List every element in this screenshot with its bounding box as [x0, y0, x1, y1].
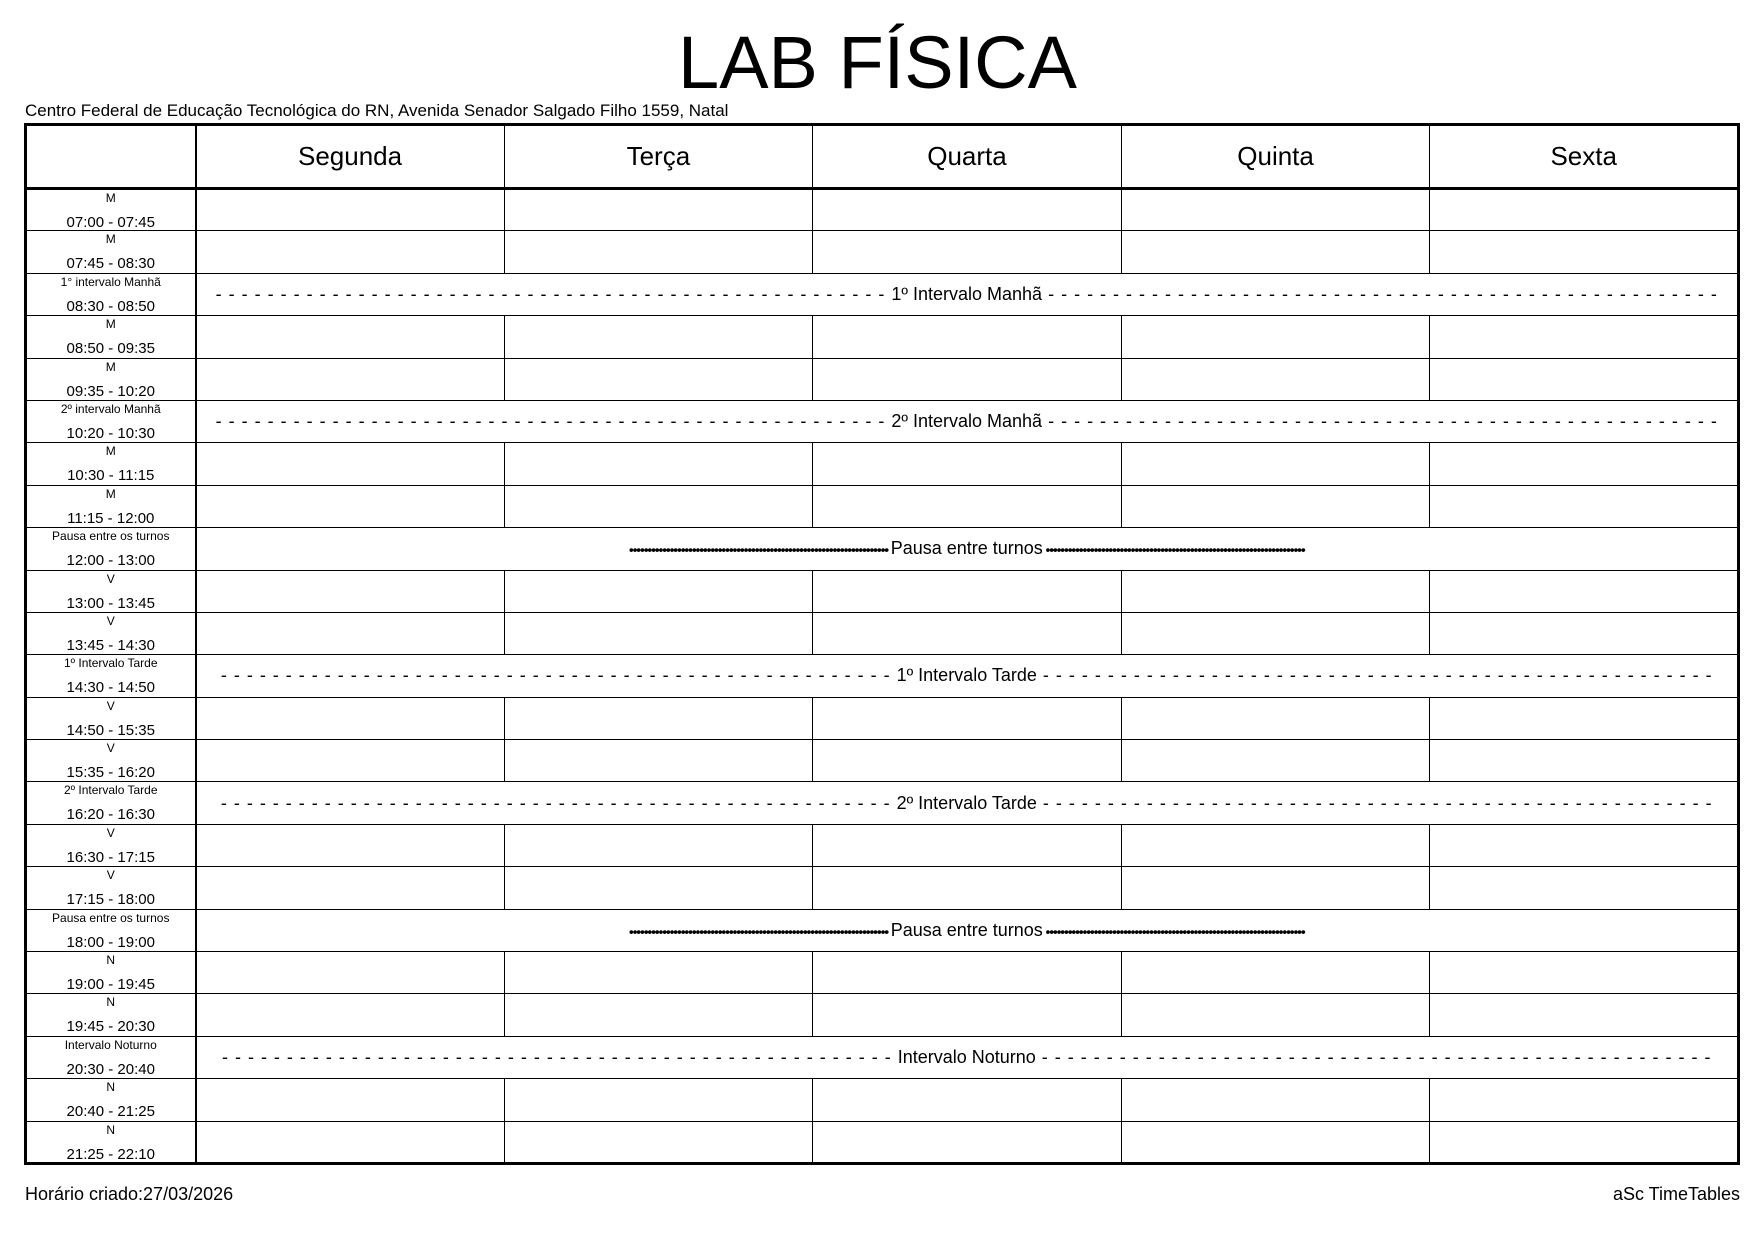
lesson-slot[interactable] — [813, 443, 1122, 485]
period-row — [26, 570, 1739, 612]
period-row — [26, 612, 1739, 654]
lesson-slot[interactable] — [813, 952, 1122, 994]
lesson-slot[interactable] — [196, 485, 505, 527]
period-label: V — [106, 698, 115, 713]
period-time-range: 07:00 - 07:45 — [66, 214, 155, 231]
lesson-slot[interactable] — [813, 612, 1122, 654]
lesson-slot[interactable] — [1121, 824, 1430, 866]
period-time-cell — [26, 443, 196, 485]
lesson-slot[interactable] — [1121, 1079, 1430, 1121]
lesson-slot[interactable] — [1121, 867, 1430, 909]
lesson-slot[interactable] — [196, 443, 505, 485]
period-time-cell — [26, 1121, 196, 1163]
break-leader-right: •••••••••••••••••••••••••••••••••••••••••••••••••••••••••••••••••••••• — [1042, 541, 1305, 558]
lesson-slot[interactable] — [504, 697, 813, 739]
period-time-range: 13:45 - 14:30 — [66, 636, 155, 654]
lesson-slot[interactable] — [504, 1079, 813, 1121]
break-banner — [196, 273, 1739, 315]
period-label: M — [105, 359, 116, 374]
period-row — [26, 443, 1739, 485]
lesson-slot[interactable] — [504, 994, 813, 1036]
lesson-slot[interactable] — [1430, 189, 1739, 231]
period-time-range: 17:15 - 18:00 — [66, 891, 155, 909]
period-row — [26, 867, 1739, 909]
period-time-cell — [26, 273, 196, 315]
period-label: V — [106, 613, 115, 628]
lesson-slot[interactable] — [1121, 612, 1430, 654]
page-title: LAB FÍSICA — [678, 21, 1077, 104]
period-row — [26, 824, 1739, 866]
lesson-slot[interactable] — [196, 570, 505, 612]
period-label: V — [106, 825, 115, 840]
break-leader-left: - - - - - - - - - - - - - - - - - - - - - - - - - - - - - - - - - - - - - - - - - - - - - - - - - - - - — [215, 283, 892, 304]
period-time-range: 14:50 - 15:35 — [66, 721, 155, 739]
period-row — [26, 697, 1739, 739]
lesson-slot[interactable] — [1430, 952, 1739, 994]
lesson-slot[interactable] — [196, 867, 505, 909]
lesson-slot[interactable] — [813, 1121, 1122, 1163]
period-label: N — [106, 1122, 116, 1137]
period-time-range: 10:20 - 10:30 — [66, 424, 155, 442]
period-time-range: 19:45 - 20:30 — [66, 1018, 155, 1036]
period-time-cell — [26, 1079, 196, 1121]
lesson-slot[interactable] — [196, 697, 505, 739]
period-time-cell — [26, 316, 196, 358]
period-label: N — [106, 995, 116, 1010]
period-time-range: 13:00 - 13:45 — [66, 594, 155, 612]
lesson-slot[interactable] — [504, 1121, 813, 1163]
created-date: Horário criado:27/03/2026 — [25, 1184, 234, 1204]
lesson-slot[interactable] — [504, 358, 813, 400]
period-time-range: 19:00 - 19:45 — [66, 976, 155, 994]
break-label: 1º Intervalo Manhã — [891, 283, 1043, 304]
lesson-slot[interactable] — [1430, 867, 1739, 909]
period-time-range: 16:20 - 16:30 — [66, 806, 155, 824]
timetable-grid — [24, 123, 1740, 1165]
period-time-cell — [26, 358, 196, 400]
lesson-slot[interactable] — [813, 1079, 1122, 1121]
period-label: M — [105, 444, 116, 459]
break-leader-left: •••••••••••••••••••••••••••••••••••••••••••••••••••••••••••••••••••••• — [628, 541, 891, 558]
period-label: V — [106, 868, 115, 883]
period-time-cell — [26, 189, 196, 231]
lesson-slot[interactable] — [1121, 994, 1430, 1036]
break-leader-right: - - - - - - - - - - - - - - - - - - - - - - - - - - - - - - - - - - - - - - - - - - - - - - - - - - - - — [1042, 411, 1718, 432]
period-label: V — [106, 741, 115, 756]
period-time-cell — [26, 231, 196, 273]
break-label: Pausa entre turnos — [890, 919, 1043, 940]
lesson-slot[interactable] — [196, 1121, 505, 1163]
lesson-slot[interactable] — [1430, 1121, 1739, 1163]
software-credit: aSc TimeTables — [1612, 1184, 1740, 1204]
break-label: Pausa entre turnos — [890, 538, 1043, 559]
lesson-slot[interactable] — [504, 443, 813, 485]
break-leader-right: - - - - - - - - - - - - - - - - - - - - - - - - - - - - - - - - - - - - - - - - - - - - - - - - - - - - — [1042, 283, 1718, 304]
break-banner — [196, 528, 1739, 570]
break-leader-left: - - - - - - - - - - - - - - - - - - - - - - - - - - - - - - - - - - - - - - - - - - - - - - - - - - - - — [215, 411, 892, 432]
period-time-cell — [26, 867, 196, 909]
period-time-range: 15:35 - 16:20 — [66, 764, 155, 782]
lesson-slot[interactable] — [1121, 952, 1430, 994]
period-row — [26, 316, 1739, 358]
lesson-slot[interactable] — [813, 358, 1122, 400]
period-time-cell — [26, 570, 196, 612]
break-label: 2º Intervalo Tarde — [896, 792, 1037, 813]
period-time-range: 09:35 - 10:20 — [66, 382, 155, 400]
lesson-slot[interactable] — [813, 697, 1122, 739]
lesson-slot[interactable] — [196, 1079, 505, 1121]
lesson-slot[interactable] — [504, 612, 813, 654]
lesson-slot[interactable] — [1121, 1121, 1430, 1163]
period-row — [26, 358, 1739, 400]
lesson-slot[interactable] — [813, 231, 1122, 273]
day-header-terca: Terça — [504, 125, 813, 189]
break-banner — [196, 655, 1739, 697]
period-time-cell — [26, 909, 196, 951]
lesson-slot[interactable] — [1121, 358, 1430, 400]
lesson-slot[interactable] — [1430, 570, 1739, 612]
lesson-slot[interactable] — [1430, 740, 1739, 782]
period-row — [26, 994, 1739, 1036]
period-time-range: 21:25 - 22:10 — [66, 1145, 155, 1163]
break-banner — [196, 782, 1739, 824]
break-leader-right: - - - - - - - - - - - - - - - - - - - - - - - - - - - - - - - - - - - - - - - - - - - - - - - - - - - - — [1035, 1047, 1712, 1067]
period-label: M — [105, 232, 116, 247]
lesson-slot[interactable] — [813, 824, 1122, 866]
break-label: 1º Intervalo Tarde — [896, 665, 1037, 686]
lesson-slot[interactable] — [196, 358, 505, 400]
day-header-quinta: Quinta — [1121, 125, 1430, 189]
period-label: Pausa entre os turnos — [52, 910, 170, 925]
period-label: 1° intervalo Manhã — [60, 274, 161, 289]
break-leader-right: •••••••••••••••••••••••••••••••••••••••••••••••••••••••••••••••••••••• — [1042, 923, 1305, 940]
lesson-slot[interactable] — [504, 316, 813, 358]
period-time-range: 16:30 - 17:15 — [66, 848, 155, 866]
period-label: M — [105, 486, 116, 501]
break-leader-right: - - - - - - - - - - - - - - - - - - - - - - - - - - - - - - - - - - - - - - - - - - - - - - - - - - - - — [1036, 665, 1713, 686]
lesson-slot[interactable] — [1430, 358, 1739, 400]
period-time-range: 18:00 - 19:00 — [66, 933, 155, 951]
period-time-cell — [26, 782, 196, 824]
lesson-slot[interactable] — [1430, 697, 1739, 739]
break-leader-left: - - - - - - - - - - - - - - - - - - - - - - - - - - - - - - - - - - - - - - - - - - - - - - - - - - - - — [220, 792, 897, 813]
period-time-cell — [26, 655, 196, 697]
break-banner — [196, 909, 1739, 951]
lesson-slot[interactable] — [196, 231, 505, 273]
lesson-slot[interactable] — [813, 867, 1122, 909]
period-row — [26, 952, 1739, 994]
day-header-segunda: Segunda — [196, 125, 505, 189]
period-label: 2º Intervalo Tarde — [63, 783, 158, 798]
period-time-cell — [26, 400, 196, 442]
lesson-slot[interactable] — [1121, 231, 1430, 273]
day-header-sexta: Sexta — [1430, 125, 1739, 189]
period-time-cell — [26, 612, 196, 654]
period-time-range: 08:50 - 09:35 — [66, 340, 155, 358]
break-label: 2º Intervalo Manhã — [891, 411, 1043, 432]
period-label: Pausa entre os turnos — [52, 529, 170, 544]
lesson-slot[interactable] — [1430, 824, 1739, 866]
lesson-slot[interactable] — [1121, 189, 1430, 231]
period-row — [26, 1079, 1739, 1121]
lesson-slot[interactable] — [1121, 443, 1430, 485]
lesson-slot[interactable] — [504, 485, 813, 527]
break-row — [26, 528, 1739, 570]
period-time-range: 07:45 - 08:30 — [66, 255, 155, 273]
period-time-range: 14:30 - 14:50 — [66, 679, 155, 697]
break-row — [26, 655, 1739, 697]
lesson-slot[interactable] — [196, 740, 505, 782]
period-time-cell — [26, 740, 196, 782]
period-time-cell — [26, 528, 196, 570]
period-label: M — [105, 191, 116, 205]
lesson-slot[interactable] — [1430, 316, 1739, 358]
period-time-range: 10:30 - 11:15 — [67, 467, 155, 485]
lesson-slot[interactable] — [504, 740, 813, 782]
period-time-range: 20:30 - 20:40 — [66, 1060, 155, 1078]
period-label: V — [106, 571, 115, 586]
lesson-slot[interactable] — [813, 189, 1122, 231]
lesson-slot[interactable] — [196, 612, 505, 654]
lesson-slot[interactable] — [1430, 443, 1739, 485]
lesson-slot[interactable] — [1121, 740, 1430, 782]
period-row — [26, 189, 1739, 231]
break-banner — [196, 400, 1739, 442]
break-row — [26, 782, 1739, 824]
lesson-slot[interactable] — [504, 867, 813, 909]
period-time-cell — [26, 994, 196, 1036]
period-time-cell — [26, 697, 196, 739]
lesson-slot[interactable] — [196, 316, 505, 358]
period-label: N — [106, 1080, 116, 1095]
break-leader-right: - - - - - - - - - - - - - - - - - - - - - - - - - - - - - - - - - - - - - - - - - - - - - - - - - - - - — [1036, 792, 1713, 813]
day-header-row — [26, 125, 1739, 189]
break-leader-left: •••••••••••••••••••••••••••••••••••••••••••••••••••••••••••••••••••••• — [628, 923, 891, 940]
period-row — [26, 1121, 1739, 1163]
break-row — [26, 400, 1739, 442]
period-label: Intervalo Noturno — [64, 1037, 157, 1052]
lesson-slot[interactable] — [1430, 485, 1739, 527]
period-time-cell — [26, 824, 196, 866]
lesson-slot[interactable] — [1121, 570, 1430, 612]
period-label: 2º intervalo Manhã — [60, 401, 161, 416]
period-time-cell — [26, 485, 196, 527]
lesson-slot[interactable] — [813, 570, 1122, 612]
header-corner-cell — [26, 125, 196, 189]
day-header-quarta: Quarta — [813, 125, 1122, 189]
period-row — [26, 485, 1739, 527]
lesson-slot[interactable] — [1121, 485, 1430, 527]
lesson-slot[interactable] — [1121, 697, 1430, 739]
period-label: 1º Intervalo Tarde — [63, 656, 158, 671]
lesson-slot[interactable] — [1430, 231, 1739, 273]
period-time-range: 11:15 - 12:00 — [67, 509, 155, 527]
period-label: N — [106, 953, 116, 968]
lesson-slot[interactable] — [196, 824, 505, 866]
lesson-slot[interactable] — [1121, 316, 1430, 358]
lesson-slot[interactable] — [504, 570, 813, 612]
lesson-slot[interactable] — [1430, 612, 1739, 654]
lesson-slot[interactable] — [813, 316, 1122, 358]
lesson-slot[interactable] — [196, 994, 505, 1036]
break-leader-left: - - - - - - - - - - - - - - - - - - - - - - - - - - - - - - - - - - - - - - - - - - - - - - - - - - - - — [220, 665, 897, 686]
lesson-slot[interactable] — [1430, 994, 1739, 1036]
lesson-slot[interactable] — [813, 485, 1122, 527]
period-label: M — [105, 317, 116, 332]
break-row — [26, 1036, 1739, 1078]
period-time-range: 12:00 - 13:00 — [66, 552, 155, 570]
lesson-slot[interactable] — [813, 994, 1122, 1036]
period-time-cell — [26, 952, 196, 994]
period-time-range: 08:30 - 08:50 — [66, 297, 155, 315]
lesson-slot[interactable] — [813, 740, 1122, 782]
break-row — [26, 909, 1739, 951]
period-time-range: 20:40 - 21:25 — [66, 1103, 155, 1121]
lesson-slot[interactable] — [504, 189, 813, 231]
timetable-body — [26, 189, 1739, 1164]
lesson-slot[interactable] — [504, 952, 813, 994]
break-label: Intervalo Noturno — [897, 1047, 1036, 1067]
break-banner — [196, 1036, 1739, 1078]
lesson-slot[interactable] — [1430, 1079, 1739, 1121]
lesson-slot[interactable] — [196, 189, 505, 231]
institution-address: Centro Federal de Educação Tecnológica do RN, Avenida Senador Salgado Filho 1559, Natal — [25, 101, 729, 120]
lesson-slot[interactable] — [504, 231, 813, 273]
lesson-slot[interactable] — [196, 952, 505, 994]
lesson-slot[interactable] — [504, 824, 813, 866]
period-row — [26, 231, 1739, 273]
break-leader-left: - - - - - - - - - - - - - - - - - - - - - - - - - - - - - - - - - - - - - - - - - - - - - - - - - - - - — [221, 1047, 898, 1067]
break-row — [26, 273, 1739, 315]
period-row — [26, 740, 1739, 782]
period-time-cell — [26, 1036, 196, 1078]
